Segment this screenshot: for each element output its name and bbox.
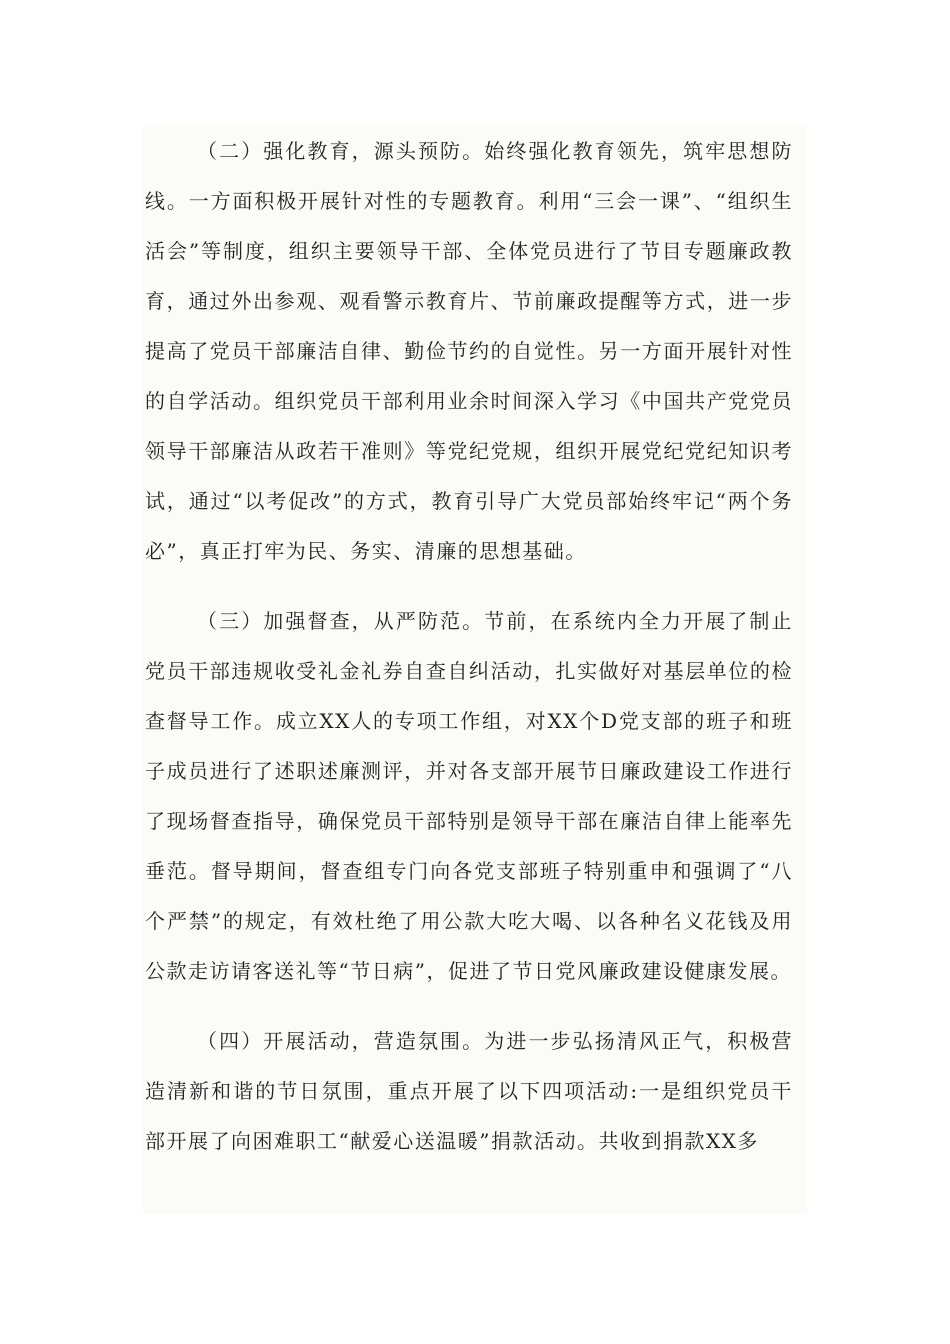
paragraph-education: （二）强化教育，源头预防。始终强化教育领先，筑牢思想防线。一方面积极开展针对性的专题教育。利用“三会一课”、“组织生活会”等制度，组织主要领导干部、全体党员进行了节目专题廉政教育，通过外出参观、观看警示教育片、节前廉政提醒等方式，进一步提高了党员干部廉洁自律、勤俭节约的自觉性。另一方面开展针对性的自学活动。组织党员干部利用业余时间深入学习《中国共产党党员领导干部廉洁从政若干准则》等党纪党规，组织开展党纪党纪知识考试，通过“以考促改”的方式，教育引导广大党员部始终牢记“两个务必”，真正打牢为民、务实、清廉的思想基础。 [145, 139, 793, 563]
document-page [143, 124, 807, 1214]
paragraph-supervision: （三）加强督查，从严防范。节前，在系统内全力开展了制止党员干部违规收受礼金礼券自查自纠活动，扎实做好对基层单位的检查督导工作。成立XX人的专项工作组，对XX个D党支部的班子和班子成员进行了述职述廉测评，并对各支部开展节日廉政建设工作进行了现场督查指导，确保党员干部特别是领导干部在廉洁自律上能率先垂范。督导期间，督查组专门向各党支部班子特别重申和强调了“八个严禁”的规定，有效杜绝了用公款大吃大喝、以各种名义花钱及用公款走访请客送礼等“节日病”，促进了节日党风廉政建设健康发展。 [145, 609, 793, 983]
paragraph-activities: （四）开展活动，营造氛围。为进一步弘扬清风正气，积极营造清新和谐的节日氛围，重点开展了以下四项活动:一是组织党员干部开展了向困难职工“献爱心送温暖”捐款活动。共收到捐款XX多 [145, 1029, 793, 1153]
